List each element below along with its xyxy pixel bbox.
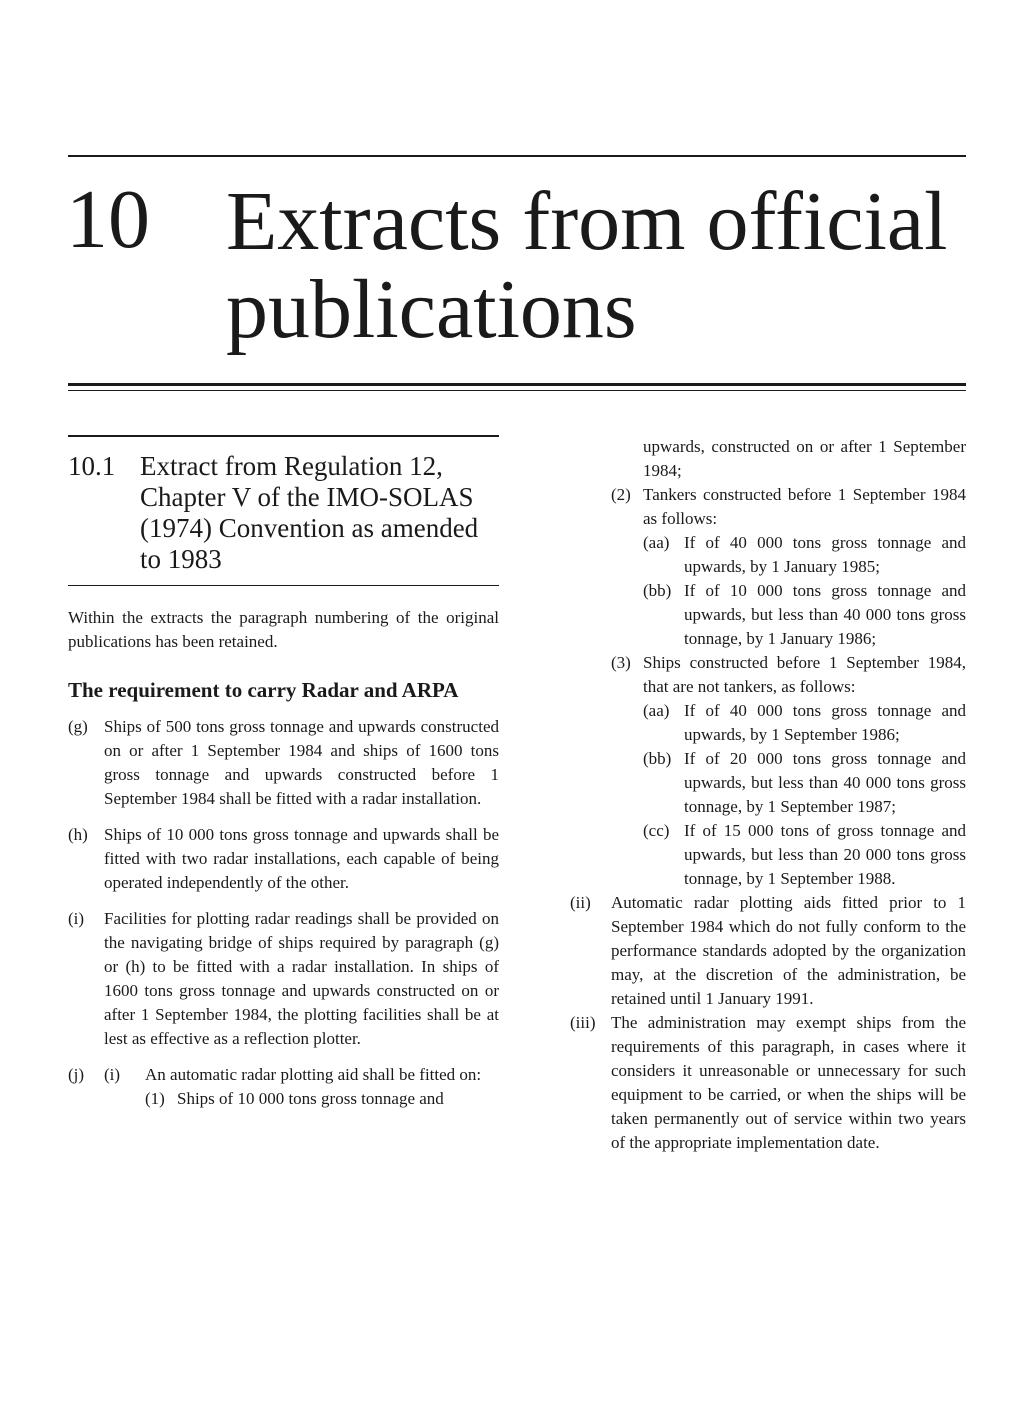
- subheading: The requirement to carry Radar and ARPA: [68, 678, 459, 702]
- item-j-sub-label: (i): [104, 1065, 121, 1084]
- section-title: Extract from Regulation 12, Chapter V of the IMO-SOLAS (1974) Convention as amended to 1983: [140, 450, 479, 574]
- item-text: Facilities for plotting radar readings shall be provided on the navigating bridge of ships required by paragraph (g) or (h) to be fitted with a radar installation. In ships of 1600 tons gross tonnage and upwards constructed on or after 1 September 1984, the plotting facilities shall be at lest as effective as a reflection plotter.: [104, 909, 499, 1048]
- point-3-cc-label: (cc): [643, 821, 670, 840]
- list-item: [68, 715, 499, 811]
- point-3-label: (3): [611, 653, 631, 672]
- item-label: (h): [68, 825, 88, 844]
- point-3-aa-label: (aa): [643, 701, 670, 720]
- point-3-cc-text: If of 15 000 tons of gross tonnage and upwards, but less than 20 000 tons gross tonnage, by 1 September 1988.: [684, 821, 966, 888]
- list-item: [68, 823, 499, 895]
- point-3-text: Ships constructed before 1 September 1984, that are not tankers, as follows:: [643, 653, 966, 696]
- ii-label: (ii): [570, 893, 591, 912]
- point-1-text-start: Ships of 10 000 tons gross tonnage and: [177, 1089, 444, 1108]
- point-2-aa-label: (aa): [643, 533, 670, 552]
- iii-label: (iii): [570, 1013, 596, 1032]
- iii-text: The administration may exempt ships from the requirements of this paragraph, in cases where it considers it unreasonable or unnecessary for such equipment to be carried, or when the ships will be taken permanently out of service within two years of the appropriate implementation date.: [611, 1013, 966, 1152]
- point-2-bb: [643, 579, 966, 651]
- section-heading: [68, 451, 499, 575]
- point-2-text: Tankers constructed before 1 September 1984 as follows:: [643, 485, 966, 528]
- chapter-number: 10: [66, 173, 150, 266]
- item-j-label: (j): [68, 1065, 85, 1084]
- chapter-title: Extracts from official publications: [226, 175, 948, 356]
- point-1-text-end: upwards, constructed on or after 1 September 1984;: [643, 437, 966, 480]
- point-3-bb-text: If of 20 000 tons gross tonnage and upwards, but less than 40 000 tons gross tonnage, by 1 September 1987;: [684, 749, 966, 816]
- item-text: Ships of 500 tons gross tonnage and upwards constructed on or after 1 September 1984 and ships of 1600 tons gross tonnage and upwards constructed before 1 September 1984 shall be fitted with a radar installation.: [104, 717, 499, 808]
- point-1-continued: [643, 435, 966, 483]
- list-item: [68, 907, 499, 1051]
- point-2-bb-text: If of 10 000 tons gross tonnage and upwards, but less than 40 000 tons gross tonnage, by 1 January 1986;: [684, 581, 966, 648]
- section-bottom-rule: [68, 585, 499, 587]
- section-number: 10.1: [68, 450, 116, 481]
- ii-text: Automatic radar plotting aids fitted prior to 1 September 1984 which do not fully conform to the performance standards adopted by the organization may, at the discretion of the administration, be retained until 1 January 1991.: [611, 893, 966, 1008]
- point-2-aa-text: If of 40 000 tons gross tonnage and upwards, by 1 January 1985;: [684, 533, 966, 576]
- point-2-label: (2): [611, 485, 631, 504]
- item-j-text: An automatic radar plotting aid shall be fitted on:: [145, 1065, 482, 1084]
- point-3-cc: [643, 819, 966, 891]
- left-column: [68, 435, 499, 1111]
- item-j: [68, 1063, 499, 1087]
- right-column: [570, 435, 966, 1155]
- chapter-top-rule: [68, 155, 966, 157]
- point-3-bb-label: (bb): [643, 749, 672, 768]
- item-j-ii: [570, 891, 966, 1011]
- chapter-bottom-rule-thick: [68, 383, 966, 386]
- intro-paragraph: Within the extracts the paragraph numbering of the original publications has been retained.: [68, 608, 499, 651]
- point-2-bb-label: (bb): [643, 581, 672, 600]
- point-3-bb: [643, 747, 966, 819]
- item-j-point-3: [611, 651, 966, 699]
- item-text: Ships of 10 000 tons gross tonnage and upwards shall be fitted with two radar installations, each capable of being operated independently of the other.: [104, 825, 499, 892]
- point-3-aa-text: If of 40 000 tons gross tonnage and upwards, by 1 September 1986;: [684, 701, 966, 744]
- item-j-point-2: [611, 483, 966, 531]
- section-top-rule: [68, 435, 499, 437]
- point-1-label: (1): [145, 1089, 165, 1108]
- point-2-aa: [643, 531, 966, 579]
- item-label: (g): [68, 717, 88, 736]
- chapter-bottom-rule-thin: [68, 390, 966, 391]
- point-3-aa: [643, 699, 966, 747]
- item-label: (i): [68, 909, 85, 928]
- item-j-point-1: [145, 1087, 499, 1111]
- item-j-iii: [570, 1011, 966, 1155]
